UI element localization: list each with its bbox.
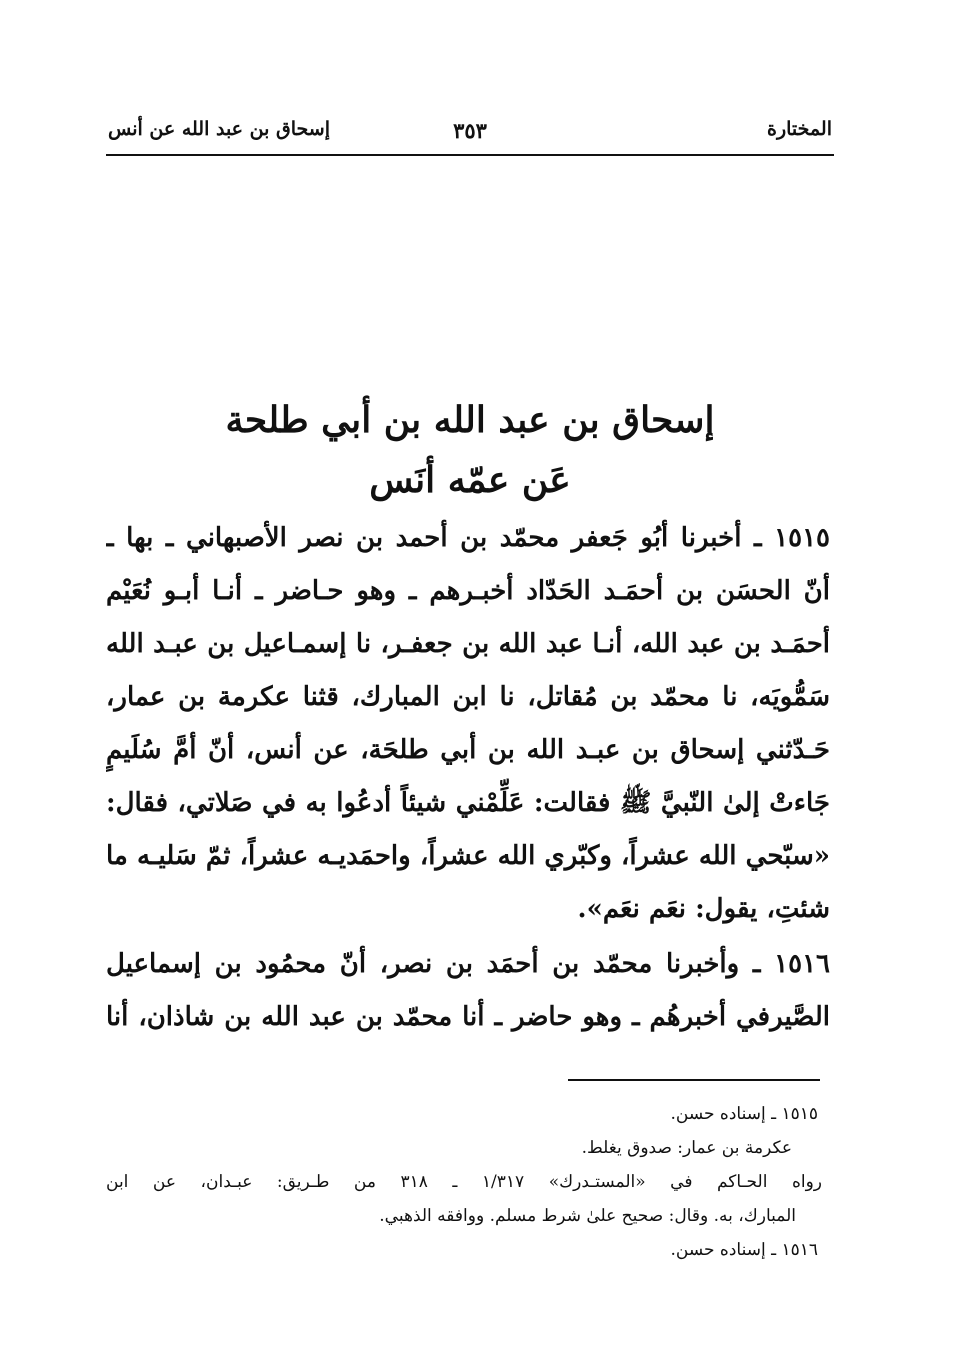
footnote-line: عكرمة بن عمار: صدوق يغلط. xyxy=(581,1138,792,1158)
footnote-line: المبارك، به. وقال: صحيح علىٰ شرط مسلم. ووافقه الذهبي. xyxy=(379,1206,796,1226)
footnote-line: ١٥١٦ ـ إسناده حسن. xyxy=(670,1240,818,1260)
page-number: ٣٥٣ xyxy=(453,118,487,143)
text-line: شئتِ، يقول: نعَم نعَم». xyxy=(577,894,830,924)
section-name: إسحاق بن عبد الله عن أنس xyxy=(108,118,330,140)
text-line: حَـدّثني إسحاق بن عبـد الله بن أبي طلحَة، عن أنس، أنّ أمَّ سُلَيمٍ xyxy=(106,735,830,765)
text-line: أنّ الحسَن بن أحمَـد الحَدّاد أخبـرهم ـ وهو حـاضر ـ أنـا أبـو نُعَيْم xyxy=(106,576,830,606)
text-line: ١٥١٦ ـ وأخبرنا محمّد بن أحمَد بن نصر، أنّ محمُود بن إسماعيل xyxy=(106,949,830,979)
text-line: الصَّيرفي أخبرهُم ـ وهو حاضر ـ أنا محمّد بن عبد الله بن شاذان، أنا xyxy=(106,1002,830,1032)
chapter-title-line2: عَن عمّه أنَس xyxy=(369,459,571,501)
running-header xyxy=(108,118,832,152)
text-line: جَاءتْ إلىٰ النّبيَّ ﷺ فقالت: عَلِّمْني شيئاً أدعُوا به في صَلاتي، فقال: xyxy=(106,788,830,818)
footnotes xyxy=(106,1097,822,1267)
footnote-rule xyxy=(568,1079,820,1081)
chapter-title xyxy=(106,390,834,510)
hadith-1515 xyxy=(106,512,830,936)
footnote-line: رواه الحـاكم في «المستـدرك» ١/٣١٧ ـ ٣١٨ من طـريق: عبـدان، عن ابن xyxy=(106,1172,822,1192)
text-line: أحمَـد بن عبد الله، أنـا عبد الله بن جعفـر، نا إسمـاعيل بن عبـد الله xyxy=(106,629,830,659)
text-line: سَمُّويَه، نا محمّد بن مُقاتل، نا ابن المبارك، قثنا عكرمة بن عمار، xyxy=(106,682,830,712)
text-line: «سبّحي الله عشراً، وكبّري الله عشراً، واحمَديـه عشراً، ثمّ سَليـه ما xyxy=(106,841,830,871)
footnote-line: ١٥١٥ ـ إسناده حسن. xyxy=(670,1104,818,1124)
text-line: ١٥١٥ ـ أخبرنا أبُو جَعفر محمّد بن أحمد بن نصر الأصبهاني ـ بها ـ xyxy=(106,523,830,553)
book-name: المختارة xyxy=(767,118,832,140)
chapter-title-line1: إسحاق بن عبد الله بن أبي طلحة xyxy=(225,399,715,441)
header-rule xyxy=(106,154,834,156)
hadith-1516 xyxy=(106,938,830,1044)
